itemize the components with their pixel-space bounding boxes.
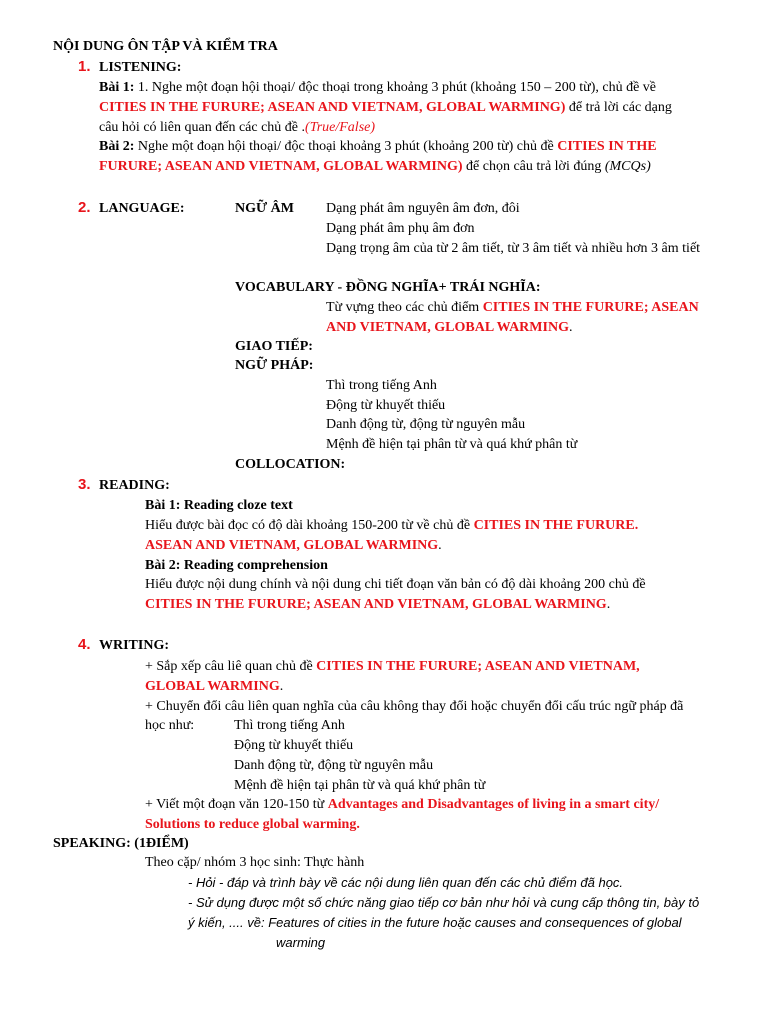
speaking-item-2-line1: - Sử dụng được một số chức năng giao tiếp cơ bản như hỏi và cung cấp thông tin, bày tỏ [188, 895, 700, 910]
section-number-2: 2. [78, 199, 91, 216]
writing-item2-line1: + Chuyển đổi câu liên quan nghĩa của câu không thay đổi hoặc chuyển đổi cấu trúc ngữ pháp đã [145, 699, 684, 714]
vocabulary-line2: AND VIETNAM, GLOBAL WARMING. [326, 320, 573, 335]
reading-bai1-line2: ASEAN AND VIETNAM, GLOBAL WARMING. [145, 538, 442, 553]
reading-bai1-line1: Hiểu được bài đọc có độ dài khoảng 150-200 từ về chủ đề CITIES IN THE FURURE. [145, 518, 639, 533]
ngu-phap-item-1: Thì trong tiếng Anh [326, 378, 437, 393]
listening-bai2-line1: Bài 2: Nghe một đoạn hội thoại/ độc thoại khoảng 3 phút (khoảng 200 từ) chủ đề CITIES IN THE [99, 139, 657, 154]
vocabulary-heading: VOCABULARY - ĐỒNG NGHĨA+ TRÁI NGHĨA: [235, 280, 541, 295]
page-title: NỘI DUNG ÔN TẬP VÀ KIỂM TRA [53, 39, 278, 54]
ngu-am-heading: NGỮ ÂM [235, 201, 294, 216]
speaking-intro: Theo cặp/ nhóm 3 học sinh: Thực hành [145, 855, 365, 870]
giao-tiep-heading: GIAO TIẾP: [235, 339, 313, 354]
section-number-1: 1. [78, 58, 91, 75]
writing-item2-sub-2: Động từ khuyết thiếu [234, 738, 354, 753]
listening-bai2-line2: FURURE; ASEAN AND VIETNAM, GLOBAL WARMING) để chọn câu trả lời đúng (MCQs) [99, 159, 651, 174]
listening-bai1-line1: Bài 1: 1. Nghe một đoạn hội thoại/ độc thoại trong khoảng 3 phút (khoảng 150 – 200 từ), chủ đề về [99, 80, 656, 95]
ngu-phap-item-2: Động từ khuyết thiếu [326, 398, 446, 413]
speaking-heading: SPEAKING: (1ĐIỂM) [53, 836, 189, 851]
ngu-am-item-2: Dạng phát âm phụ âm đơn [326, 221, 475, 236]
writing-heading: WRITING: [99, 638, 170, 653]
writing-item2-sub-4: Mệnh đề hiện tại phân từ và quá khứ phân từ [234, 778, 486, 793]
section-number-3: 3. [78, 476, 91, 493]
writing-item1-line1: + Sắp xếp câu liê quan chủ đề CITIES IN THE FURURE; ASEAN AND VIETNAM, [145, 659, 640, 674]
reading-bai2-line2: CITIES IN THE FURURE; ASEAN AND VIETNAM, GLOBAL WARMING. [145, 597, 611, 612]
vocabulary-line1: Từ vựng theo các chủ điểm CITIES IN THE FURURE; ASEAN [326, 300, 699, 315]
writing-item2-sub-1: Thì trong tiếng Anh [234, 718, 345, 733]
writing-item2-prefix: học như: [145, 718, 195, 733]
speaking-item-2-line2: ý kiến, .... về: Features of cities in the future hoặc causes and consequences of global [188, 915, 682, 930]
listening-bai1-line3: câu hỏi có liên quan đến các chủ đề .(True/False) [99, 120, 376, 135]
ngu-phap-item-3: Danh động từ, động từ nguyên mẫu [326, 417, 526, 432]
collocation-heading: COLLOCATION: [235, 457, 346, 472]
writing-item3-line1: + Viết một đoạn văn 120-150 từ Advantages and Disadvantages of living in a smart city/ [145, 797, 660, 812]
reading-bai1-title: Bài 1: Reading cloze text [145, 498, 293, 513]
reading-bai2-line1: Hiểu được nội dung chính và nội dung chi tiết đoạn văn bản có độ dài khoảng 200 chủ đề [145, 577, 646, 592]
ngu-phap-item-4: Mệnh đề hiện tại phân từ và quá khứ phân từ [326, 437, 578, 452]
reading-bai2-title: Bài 2: Reading comprehension [145, 558, 328, 573]
listening-bai1-line2: CITIES IN THE FURURE; ASEAN AND VIETNAM, GLOBAL WARMING) để trả lời các dạng [99, 100, 672, 115]
writing-item3-line2: Solutions to reduce global warming. [145, 817, 360, 832]
ngu-am-item-1: Dạng phát âm nguyên âm đơn, đôi [326, 201, 520, 216]
language-heading: LANGUAGE: [99, 201, 185, 216]
speaking-item-2-line3: warming [276, 935, 326, 950]
writing-item2-sub-3: Danh động từ, động từ nguyên mẫu [234, 758, 434, 773]
ngu-am-item-3: Dạng trọng âm của từ 2 âm tiết, từ 3 âm tiết và nhiều hơn 3 âm tiết [326, 241, 701, 256]
reading-heading: READING: [99, 478, 170, 493]
speaking-item-1: - Hỏi - đáp và trình bày về các nội dung liên quan đến các chủ điểm đã học. [188, 875, 624, 890]
writing-item1-line2: GLOBAL WARMING. [145, 679, 284, 694]
listening-heading: LISTENING: [99, 60, 182, 75]
ngu-phap-heading: NGỮ PHÁP: [235, 358, 314, 373]
section-number-4: 4. [78, 636, 91, 653]
